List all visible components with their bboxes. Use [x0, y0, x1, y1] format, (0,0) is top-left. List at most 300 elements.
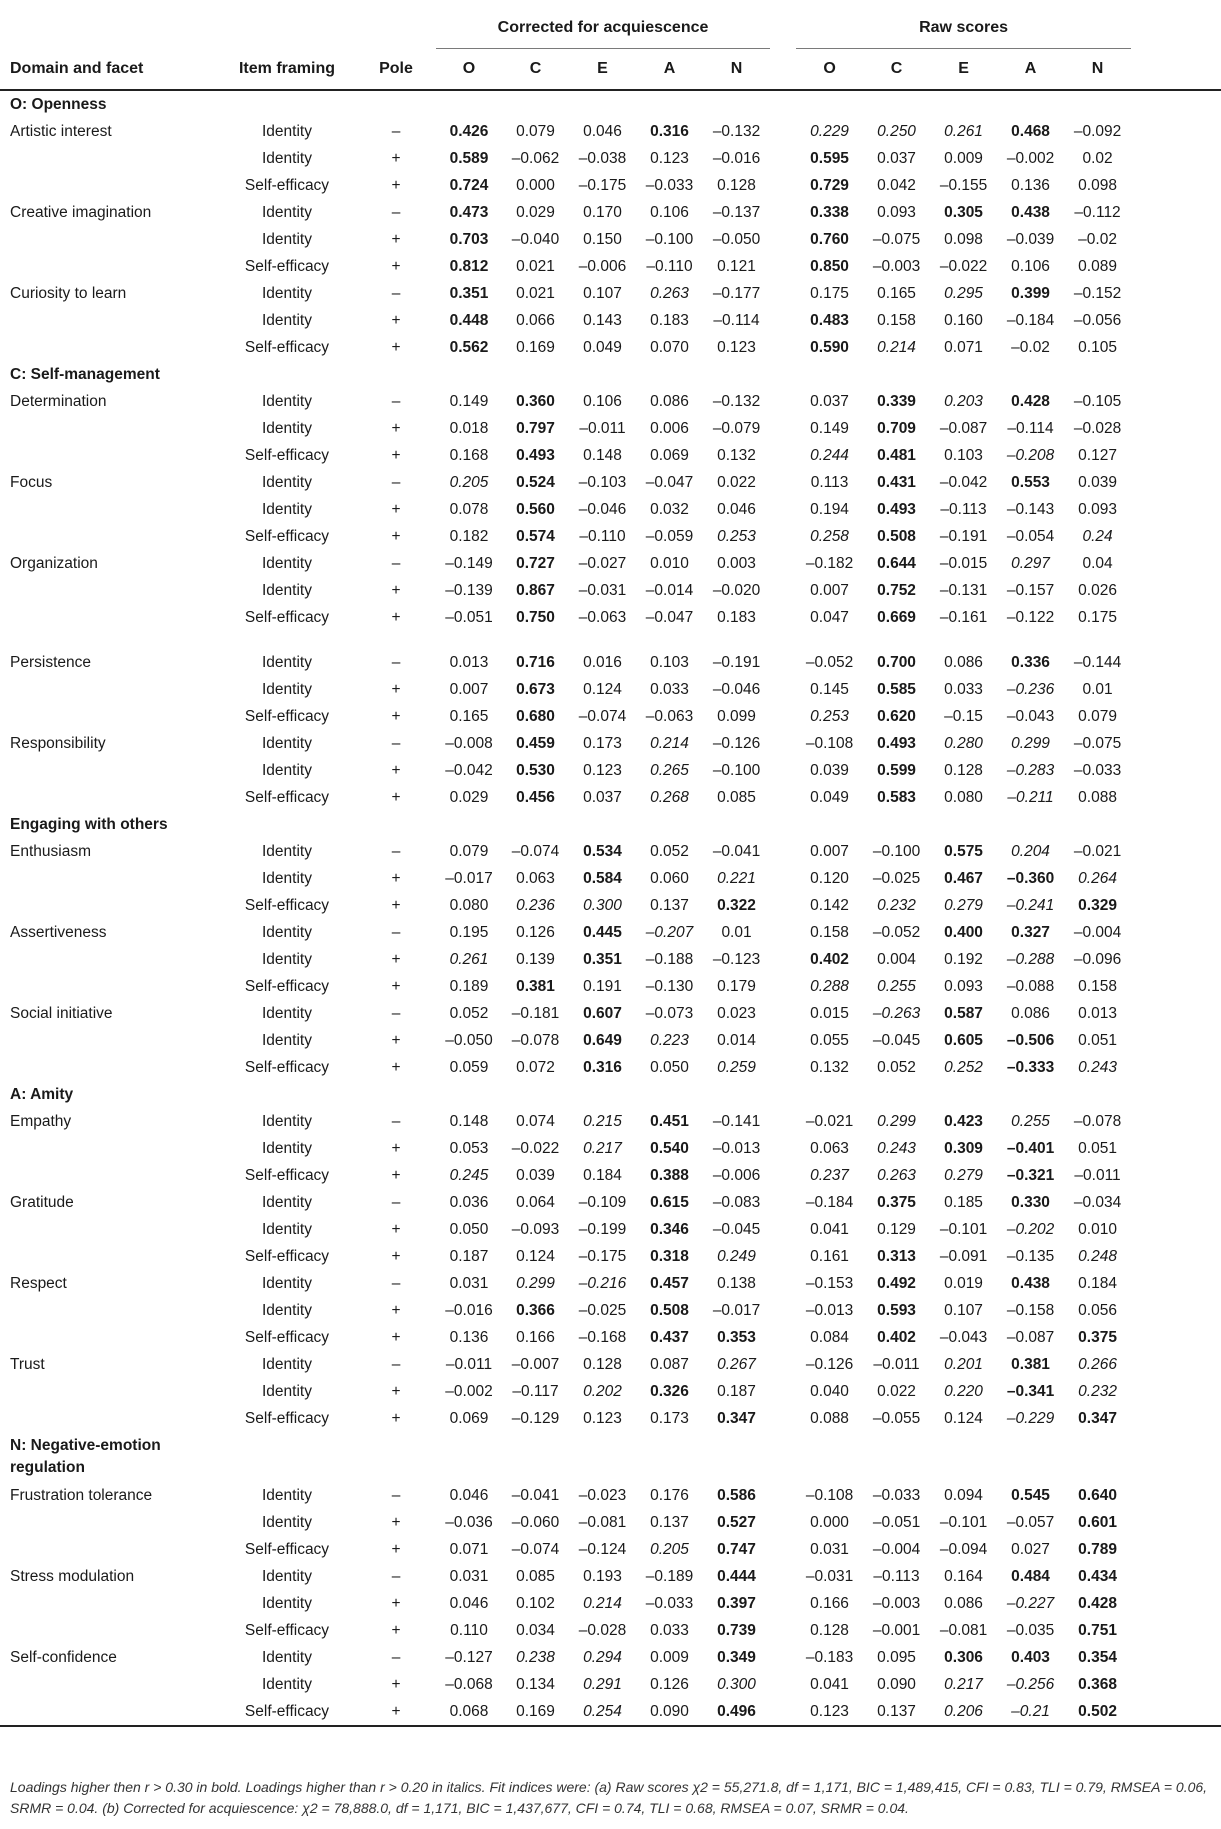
empty-cell — [770, 523, 796, 550]
empty-cell — [356, 1432, 436, 1482]
raw-loading: –0.158 — [1006, 1301, 1055, 1319]
empty-cell — [1131, 1482, 1221, 1509]
raw-loading: 0.339 — [877, 392, 916, 410]
raw-loading: –0.043 — [939, 1328, 988, 1346]
table-row — [0, 1698, 1221, 1726]
corrected-loading: 0.184 — [583, 1166, 622, 1184]
corrected-loading: 0.268 — [650, 788, 689, 806]
empty-cell — [770, 1405, 796, 1432]
empty-cell — [636, 1432, 703, 1482]
empty-cell — [930, 1432, 997, 1482]
raw-loading: 0.24 — [1082, 527, 1113, 545]
empty-cell — [770, 676, 796, 703]
raw-loading: 0.493 — [877, 500, 916, 518]
empty-cell — [796, 90, 863, 118]
pole: + — [391, 788, 401, 806]
group-raw-header: Raw scores — [796, 8, 1131, 49]
corrected-loading: –0.110 — [646, 257, 693, 275]
raw-loading: 0.330 — [1011, 1193, 1050, 1211]
corrected-loading: –0.028 — [578, 1621, 627, 1639]
raw-loading: 0.481 — [877, 446, 916, 464]
raw-loading: 0.019 — [944, 1274, 983, 1292]
empty-cell — [436, 361, 502, 388]
raw-loading: 0.086 — [1011, 1004, 1050, 1022]
corrected-loading: 0.029 — [516, 203, 555, 221]
raw-loading: 0.137 — [863, 1698, 930, 1726]
raw-loading: 0.700 — [877, 653, 916, 671]
raw-loading: 0.583 — [877, 788, 916, 806]
raw-loading: 0.086 — [944, 653, 983, 671]
corrected-loading: 0.187 — [449, 1247, 489, 1265]
item-framing: Identity — [262, 869, 312, 887]
empty-cell — [796, 811, 863, 838]
raw-loading: 0.381 — [1011, 1355, 1050, 1373]
item-framing: Identity — [262, 419, 312, 437]
corrected-loading: 0.090 — [636, 1698, 703, 1726]
corrected-loading: 0.183 — [650, 311, 689, 329]
corrected-loading: 0.069 — [449, 1409, 489, 1427]
raw-loading: –0.034 — [1073, 1193, 1122, 1211]
corrected-loading: 0.079 — [516, 122, 555, 140]
corrected-loading: 0.727 — [516, 554, 555, 572]
empty-cell — [703, 361, 770, 388]
raw-loading: –0.075 — [872, 230, 921, 248]
table-row — [0, 1243, 1221, 1270]
corrected-loading: –0.063 — [645, 707, 694, 725]
raw-loading: 0.585 — [877, 680, 916, 698]
empty-cell — [770, 1698, 796, 1726]
empty-cell — [1131, 388, 1221, 415]
pole: – — [391, 1355, 401, 1373]
empty-cell — [436, 1081, 502, 1108]
table-row — [0, 946, 1221, 973]
raw-loading: –0.091 — [939, 1247, 988, 1265]
raw-loading: 0.022 — [877, 1382, 916, 1400]
empty-cell — [0, 604, 218, 631]
corrected-loading: 0.123 — [583, 761, 622, 779]
empty-cell — [0, 1590, 218, 1617]
corrected-loading: 0.000 — [516, 176, 555, 194]
corrected-loading: 0.124 — [583, 680, 622, 698]
col-factor-header: O — [436, 49, 502, 91]
corrected-loading: 0.052 — [449, 1004, 489, 1022]
raw-loading: 0.033 — [944, 680, 983, 698]
raw-loading: 0.599 — [877, 761, 916, 779]
raw-loading: –0.015 — [939, 554, 988, 572]
empty-cell — [0, 1216, 218, 1243]
col-factor-header: N — [703, 49, 770, 91]
raw-loading: 0.185 — [944, 1193, 983, 1211]
corrected-loading: –0.059 — [645, 527, 694, 545]
empty-cell — [636, 361, 703, 388]
corrected-loading: –0.046 — [712, 680, 761, 698]
item-framing: Self-efficacy — [244, 176, 330, 194]
empty-cell — [1131, 442, 1221, 469]
corrected-loading: –0.141 — [712, 1112, 761, 1130]
empty-cell — [218, 1432, 356, 1482]
corrected-loading: –0.074 — [578, 707, 627, 725]
corrected-loading: 0.137 — [650, 896, 689, 914]
corrected-loading: –0.041 — [712, 842, 761, 860]
raw-loading: –0.114 — [1007, 419, 1054, 437]
corrected-loading: 0.138 — [717, 1274, 756, 1292]
col-factor-header: E — [930, 49, 997, 91]
empty-cell — [770, 496, 796, 523]
table-row — [0, 1563, 1221, 1590]
table-row — [0, 1108, 1221, 1135]
corrected-loading: 0.253 — [717, 527, 756, 545]
table-row — [0, 1135, 1221, 1162]
raw-loading: –0.045 — [872, 1031, 921, 1049]
corrected-loading: 0.086 — [650, 392, 689, 410]
pole: + — [391, 1139, 401, 1157]
raw-loading: –0.288 — [1006, 950, 1055, 968]
corrected-loading: 0.347 — [717, 1409, 756, 1427]
empty-cell — [930, 90, 997, 118]
corrected-loading: 0.126 — [650, 1675, 689, 1693]
table-row — [0, 199, 1221, 226]
pole: + — [391, 1031, 401, 1049]
raw-loading: 0.252 — [944, 1058, 983, 1076]
raw-loading: 0.120 — [810, 869, 849, 887]
raw-loading: 0.123 — [796, 1698, 863, 1726]
corrected-loading: 0.126 — [516, 923, 555, 941]
empty-cell — [1131, 1644, 1221, 1671]
empty-cell — [770, 550, 796, 577]
raw-loading: 0.184 — [1078, 1274, 1117, 1292]
empty-cell — [770, 892, 796, 919]
corrected-loading: –0.207 — [645, 923, 694, 941]
raw-loading: 0.255 — [877, 977, 916, 995]
pole: + — [391, 707, 401, 725]
corrected-loading: –0.117 — [512, 1382, 559, 1400]
raw-loading: 0.237 — [810, 1166, 849, 1184]
raw-loading: 0.299 — [1011, 734, 1050, 752]
raw-loading: 0.243 — [1078, 1058, 1117, 1076]
facet-name: Respect — [10, 1274, 67, 1292]
empty-cell — [1131, 1351, 1221, 1378]
corrected-loading: –0.040 — [511, 230, 560, 248]
col-factor-header: A — [636, 49, 703, 91]
empty-cell — [0, 1617, 218, 1644]
raw-loading: 0.214 — [877, 338, 916, 356]
corrected-loading: 0.036 — [449, 1193, 489, 1211]
corrected-loading: –0.011 — [579, 419, 626, 437]
corrected-loading: 0.456 — [516, 788, 555, 806]
corrected-loading: 0.189 — [449, 977, 489, 995]
raw-loading: 0.279 — [944, 896, 983, 914]
raw-loading: –0.263 — [872, 1004, 921, 1022]
empty-cell — [770, 253, 796, 280]
empty-cell — [770, 172, 796, 199]
empty-cell — [436, 90, 502, 118]
raw-loading: –0.02 — [1011, 338, 1050, 356]
empty-cell — [997, 361, 1064, 388]
raw-loading: 0.220 — [944, 1382, 983, 1400]
corrected-loading: 0.176 — [650, 1486, 689, 1504]
pole: + — [391, 1513, 401, 1531]
corrected-loading: –0.041 — [511, 1486, 560, 1504]
corrected-loading: 0.053 — [449, 1139, 489, 1157]
facet-name: Frustration tolerance — [10, 1486, 153, 1504]
raw-loading: –0.101 — [939, 1220, 988, 1238]
empty-cell — [1131, 550, 1221, 577]
empty-cell — [863, 1432, 930, 1482]
empty-cell — [1131, 577, 1221, 604]
empty-cell — [0, 1054, 218, 1081]
empty-cell — [0, 1509, 218, 1536]
raw-loading: 0.080 — [944, 788, 983, 806]
corrected-loading: 0.259 — [717, 1058, 756, 1076]
corrected-loading: 0.023 — [717, 1004, 756, 1022]
corrected-loading: 0.195 — [449, 923, 489, 941]
pole: + — [391, 1058, 401, 1076]
empty-cell — [0, 703, 218, 730]
raw-loading: 0.248 — [1078, 1247, 1117, 1265]
corrected-loading: –0.074 — [511, 842, 560, 860]
raw-loading: 0.056 — [1078, 1301, 1117, 1319]
corrected-loading: 0.110 — [450, 1621, 488, 1639]
facet-name: Responsibility — [10, 734, 106, 752]
col-factor-header: C — [863, 49, 930, 91]
corrected-loading: 0.007 — [449, 680, 489, 698]
corrected-loading: 0.050 — [449, 1220, 489, 1238]
empty-cell — [1131, 865, 1221, 892]
empty-cell — [770, 730, 796, 757]
empty-cell — [1131, 1617, 1221, 1644]
item-framing: Self-efficacy — [244, 608, 330, 626]
empty-cell — [1131, 361, 1221, 388]
corrected-loading: 0.046 — [449, 1594, 489, 1612]
raw-loading: 0.098 — [944, 230, 983, 248]
raw-loading: 0.644 — [877, 554, 916, 572]
raw-loading: –0.321 — [1006, 1166, 1055, 1184]
corrected-loading: 0.254 — [569, 1698, 636, 1726]
corrected-loading: –0.017 — [712, 1301, 761, 1319]
pole: + — [391, 1594, 401, 1612]
raw-loading: –0.035 — [1006, 1621, 1055, 1639]
corrected-loading: 0.187 — [717, 1382, 756, 1400]
raw-loading: 0.253 — [810, 707, 849, 725]
raw-loading: –0.001 — [872, 1621, 921, 1639]
raw-loading: 0.039 — [810, 761, 849, 779]
table-row — [0, 973, 1221, 1000]
empty-cell — [1131, 1054, 1221, 1081]
corrected-loading: –0.130 — [645, 977, 694, 995]
pole: + — [391, 149, 401, 167]
raw-loading: –0.011 — [1074, 1166, 1121, 1184]
corrected-loading: 0.245 — [449, 1166, 489, 1184]
raw-loading: 0.434 — [1078, 1567, 1117, 1585]
corrected-loading: 0.680 — [516, 707, 555, 725]
empty-cell — [930, 361, 997, 388]
raw-loading: –0.15 — [944, 707, 983, 725]
table-row — [0, 1590, 1221, 1617]
empty-cell — [770, 757, 796, 784]
pole: + — [391, 680, 401, 698]
corrected-loading: 0.168 — [449, 446, 489, 464]
raw-loading: –0.131 — [939, 581, 988, 599]
corrected-loading: 0.031 — [449, 1567, 489, 1585]
empty-cell — [770, 865, 796, 892]
empty-cell — [1131, 172, 1221, 199]
empty-cell — [0, 226, 218, 253]
corrected-loading: 0.169 — [502, 1698, 569, 1726]
empty-cell — [1131, 1000, 1221, 1027]
empty-cell — [1131, 1243, 1221, 1270]
empty-cell — [218, 1081, 356, 1108]
corrected-loading: 0.747 — [717, 1540, 756, 1558]
item-framing: Identity — [262, 842, 312, 860]
raw-loading: 0.098 — [1078, 176, 1117, 194]
corrected-loading: –0.123 — [712, 950, 761, 968]
empty-cell — [1131, 145, 1221, 172]
empty-cell — [1131, 1297, 1221, 1324]
empty-cell — [770, 1671, 796, 1698]
corrected-loading: 0.493 — [516, 446, 555, 464]
item-framing: Identity — [262, 1648, 312, 1666]
raw-loading: 0.258 — [810, 527, 849, 545]
raw-loading: 0.015 — [810, 1004, 849, 1022]
table-row — [0, 496, 1221, 523]
empty-cell — [0, 865, 218, 892]
corrected-loading: 0.221 — [717, 869, 756, 887]
empty-cell — [1131, 1108, 1221, 1135]
corrected-loading: –0.007 — [511, 1355, 560, 1373]
corrected-loading: 0.078 — [449, 500, 489, 518]
table-row — [0, 1351, 1221, 1378]
empty-cell — [1064, 361, 1131, 388]
empty-cell — [356, 90, 436, 118]
corrected-loading: 0.191 — [583, 977, 622, 995]
raw-loading: 0.232 — [1078, 1382, 1117, 1400]
corrected-loading: 0.299 — [516, 1274, 555, 1292]
pole: + — [391, 311, 401, 329]
corrected-loading: –0.189 — [645, 1567, 694, 1585]
corrected-loading: 0.121 — [717, 257, 756, 275]
corrected-loading: 0.205 — [449, 473, 489, 491]
section-title: O: Openness — [10, 95, 107, 113]
table-footnote: Loadings higher then r > 0.30 in bold. Loadings higher than r > 0.20 in italics. Fit indices were: (a) Raw scores χ2 = 55,271.8, df = 1,171, BIC = 1,489,415, CFI = 0.83, TLI = 0.79, RMSEA = 0.06, SRMR = 0.04. (b) Corrected for acquiescence: χ2 = 78,888.0, df = 1,171, BIC = 1,437,677, CFI = 0.74, TLI = 0.68, RMSEA = 0.07, SRMR = 0.04. — [10, 1779, 1208, 1816]
empty-cell — [770, 1270, 796, 1297]
corrected-loading: –0.033 — [645, 176, 694, 194]
corrected-loading: 0.318 — [650, 1247, 689, 1265]
raw-loading: 0.086 — [944, 1594, 983, 1612]
table-row — [0, 145, 1221, 172]
raw-loading: 0.347 — [1078, 1409, 1117, 1427]
corrected-loading: 0.426 — [449, 122, 489, 140]
empty-cell — [770, 280, 796, 307]
raw-loading: –0.184 — [1006, 311, 1055, 329]
raw-loading: 0.508 — [877, 527, 916, 545]
corrected-loading: –0.078 — [511, 1031, 560, 1049]
raw-loading: –0.21 — [997, 1698, 1064, 1726]
raw-loading: 0.402 — [810, 950, 849, 968]
raw-loading: –0.025 — [872, 869, 921, 887]
raw-loading: 0.306 — [944, 1648, 983, 1666]
raw-loading: 0.295 — [944, 284, 983, 302]
corrected-loading: 0.360 — [516, 392, 555, 410]
empty-cell — [0, 1671, 218, 1698]
item-framing: Identity — [262, 653, 312, 671]
corrected-loading: 0.106 — [583, 392, 622, 410]
raw-loading: –0.094 — [939, 1540, 988, 1558]
empty-cell — [436, 811, 502, 838]
pole: – — [391, 284, 401, 302]
empty-cell — [569, 361, 636, 388]
corrected-loading: –0.008 — [445, 734, 493, 752]
corrected-loading: –0.216 — [578, 1274, 627, 1292]
corrected-loading: –0.006 — [712, 1166, 761, 1184]
empty-cell — [770, 1297, 796, 1324]
raw-loading: –0.236 — [1006, 680, 1055, 698]
raw-loading: 0.166 — [810, 1594, 849, 1612]
empty-cell — [569, 1081, 636, 1108]
corrected-loading: –0.045 — [712, 1220, 761, 1238]
empty-cell — [930, 811, 997, 838]
empty-cell — [0, 1135, 218, 1162]
corrected-loading: 0.508 — [650, 1301, 689, 1319]
raw-loading: 0.327 — [1011, 923, 1050, 941]
raw-loading: –0.108 — [805, 1486, 854, 1504]
table-row — [0, 1482, 1221, 1509]
group-corrected-header: Corrected for acquiescence — [436, 8, 770, 49]
empty-cell — [1131, 1405, 1221, 1432]
corrected-loading: 0.267 — [717, 1355, 756, 1373]
corrected-loading: 0.574 — [516, 527, 555, 545]
empty-cell — [770, 469, 796, 496]
corrected-loading: 0.349 — [717, 1648, 756, 1666]
corrected-loading: 0.540 — [650, 1139, 689, 1157]
table-row — [0, 253, 1221, 280]
pole: – — [391, 203, 401, 221]
empty-cell — [1131, 1509, 1221, 1536]
raw-loading: –0.182 — [805, 554, 854, 572]
corrected-loading: 0.071 — [449, 1540, 489, 1558]
empty-cell — [1131, 973, 1221, 1000]
empty-cell — [0, 1378, 218, 1405]
corrected-loading: 0.085 — [717, 788, 756, 806]
raw-loading: 0.132 — [810, 1058, 849, 1076]
corrected-loading: –0.068 — [445, 1675, 493, 1693]
empty-cell — [0, 442, 218, 469]
raw-loading: 0.203 — [944, 392, 983, 410]
raw-loading: 0.484 — [1011, 1567, 1050, 1585]
pole: + — [391, 1409, 401, 1427]
item-framing: Self-efficacy — [244, 1540, 330, 1558]
item-framing: Identity — [262, 230, 312, 248]
raw-loading: 0.027 — [1011, 1540, 1050, 1558]
empty-cell — [770, 1509, 796, 1536]
pole: – — [391, 1193, 401, 1211]
raw-loading: 0.400 — [944, 923, 983, 941]
table-row — [0, 865, 1221, 892]
corrected-loading: 0.013 — [449, 653, 489, 671]
corrected-loading: 0.451 — [650, 1112, 689, 1130]
item-framing: Self-efficacy — [244, 1058, 330, 1076]
corrected-loading: 0.562 — [449, 338, 489, 356]
pole: – — [391, 734, 401, 752]
pole: + — [391, 176, 401, 194]
corrected-loading: 0.022 — [717, 473, 756, 491]
table-row — [0, 550, 1221, 577]
corrected-loading: –0.047 — [645, 608, 694, 626]
empty-cell — [636, 1081, 703, 1108]
raw-loading: –0.004 — [872, 1540, 921, 1558]
item-framing: Identity — [262, 1274, 312, 1292]
empty-cell — [0, 577, 218, 604]
item-framing: Identity — [262, 1567, 312, 1585]
